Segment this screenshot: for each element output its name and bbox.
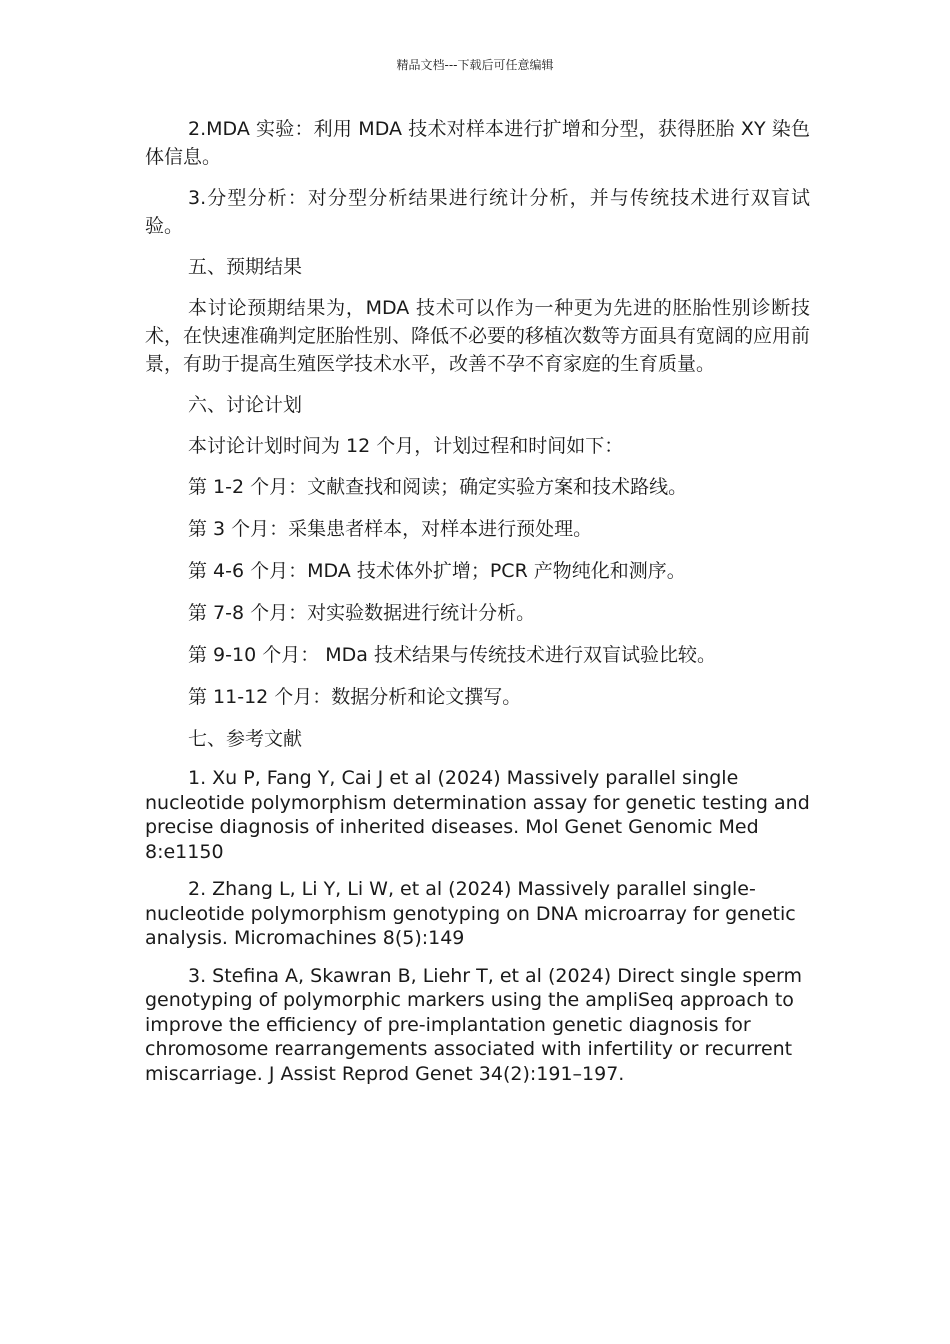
plan-item: 第 9-10 个月： MDa 技术结果与传统技术进行双盲试验比较。 [188,644,716,666]
reference-item: 2. Zhang L, Li Y, Li W, et al (2024) Massively parallel single-nucleotide polymorphism genotyping on DNA microarray for genetic analysis. Micromachines 8(5):149 [145,878,796,949]
plan-item: 第 3 个月：采集患者样本，对样本进行预处理。 [188,518,593,540]
expected-results-paragraph: 本讨论预期结果为，MDA 技术可以作为一种更为先进的胚胎性别诊断技术，在快速准确判定胚胎性别、降低不必要的移植次数等方面具有宽阔的应用前景，有助于提高生殖医学技术水平，改善不孕不育家庭的生育质量。 [145,297,811,375]
section-heading-expected-results: 五、预期结果 [188,256,303,278]
plan-item: 第 4-6 个月：MDA 技术体外扩增；PCR 产物纯化和测序。 [188,560,686,582]
page-header: 精品文档---下载后可任意编辑 [396,58,554,72]
section-heading-references: 七、参考文献 [188,728,303,750]
plan-item: 第 11-12 个月：数据分析和论文撰写。 [188,686,522,708]
plan-item: 第 1-2 个月：文献查找和阅读；确定实验方案和技术路线。 [188,476,688,498]
reference-item: 1. Xu P, Fang Y, Cai J et al (2024) Massively parallel single nucleotide polymorphism determination assay for genetic testing and precise diagnosis of inherited diseases. Mol Genet Genomic Med 8:e1150 [145,767,810,863]
plan-item: 第 7-8 个月：对实验数据进行统计分析。 [188,602,536,624]
section-heading-research-plan: 六、讨论计划 [188,394,303,416]
method-step-2: 2.MDA 实验：利用 MDA 技术对样本进行扩增和分型，获得胚胎 XY 染色体信息。 [145,118,810,168]
research-plan-intro: 本讨论计划时间为 12 个月，计划过程和时间如下： [188,435,624,457]
reference-item: 3. Stefina A, Skawran B, Liehr T, et al (2024) Direct single sperm genotyping of polymorphic markers using the ampliSeq approach to improve the efficiency of pre-implantation genetic diagnosis for chromosome rearrangements associated with infertility or recurrent miscarriage. J Assist Reprod Genet 34(2):191–197. [145,964,803,1085]
method-step-3: 3.分型分析：对分型分析结果进行统计分析，并与传统技术进行双盲试验。 [145,187,810,237]
document-body [145,115,810,1099]
